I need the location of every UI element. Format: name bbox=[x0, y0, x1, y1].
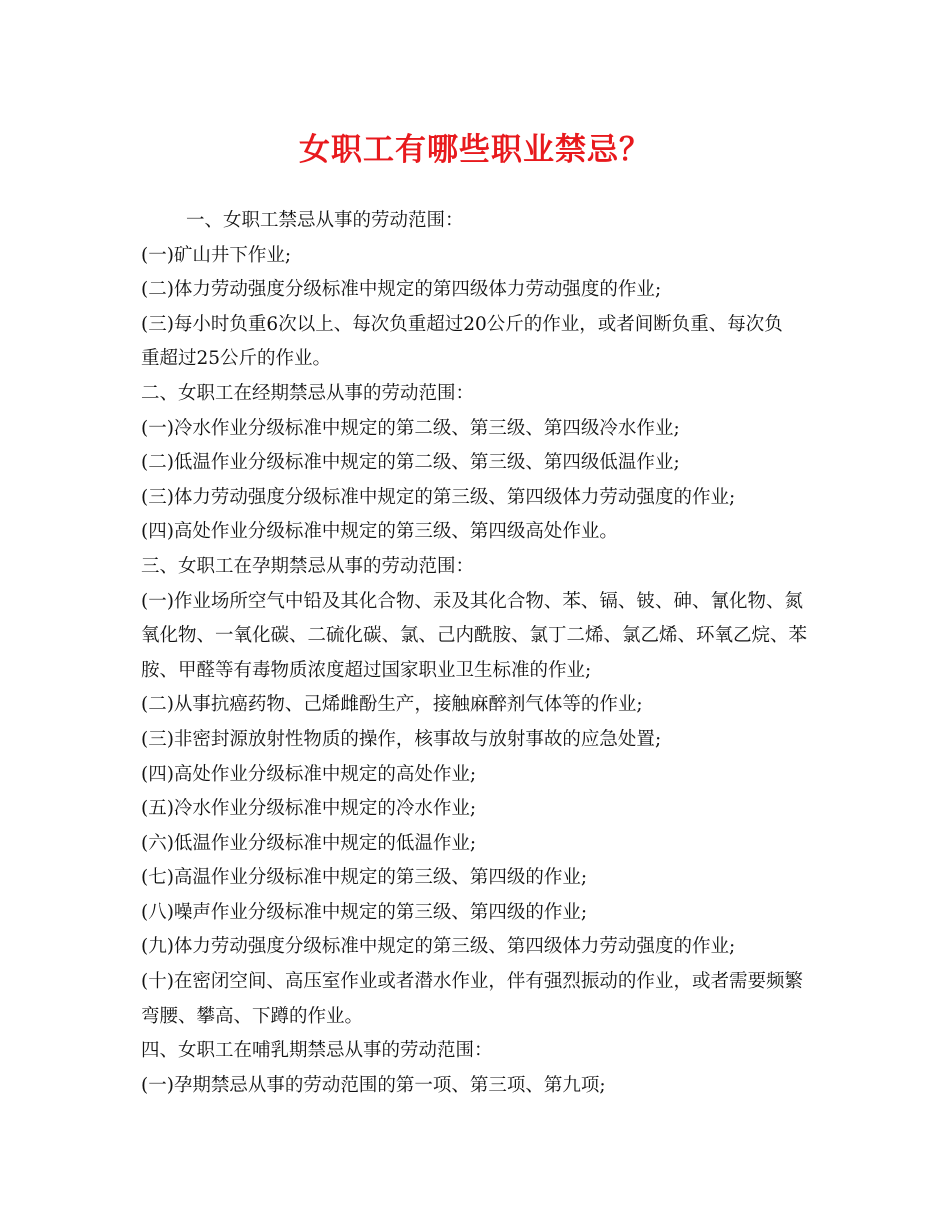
list-item: (三)体力劳动强度分级标准中规定的第三级、第四级体力劳动强度的作业; bbox=[141, 486, 736, 508]
list-item: (九)体力劳动强度分级标准中规定的第三级、第四级体力劳动强度的作业; bbox=[141, 936, 736, 958]
list-item: (四)高处作业分级标准中规定的高处作业; bbox=[141, 763, 477, 785]
list-item: (五)冷水作业分级标准中规定的冷水作业; bbox=[141, 798, 477, 820]
list-item-continuation: 胺、甲醛等有毒物质浓度超过国家职业卫生标准的作业; bbox=[141, 659, 592, 681]
document-body bbox=[141, 204, 821, 1103]
section-heading-4: 四、女职工在哺乳期禁忌从事的劳动范围： bbox=[141, 1040, 493, 1062]
list-item-continuation: 弯腰、攀高、下蹲的作业。 bbox=[141, 1005, 364, 1027]
document-title: 女职工有哪些职业禁忌？ bbox=[299, 132, 651, 168]
list-item: (七)高温作业分级标准中规定的第三级、第四级的作业; bbox=[141, 867, 588, 889]
list-item: (二)体力劳动强度分级标准中规定的第四级体力劳动强度的作业; bbox=[141, 279, 662, 301]
list-item: (一)冷水作业分级标准中规定的第二级、第三级、第四级冷水作业; bbox=[141, 417, 680, 439]
list-item: (二)从事抗癌药物、己烯雌酚生产，接触麻醉剂气体等的作业; bbox=[141, 694, 643, 716]
list-item: (三)非密封源放射性物质的操作，核事故与放射事故的应急处置; bbox=[141, 728, 662, 750]
section-heading-2: 二、女职工在经期禁忌从事的劳动范围： bbox=[141, 382, 475, 404]
list-item: (十)在密闭空间、高压室作业或者潜水作业，伴有强烈振动的作业，或者需要频繁 bbox=[141, 971, 803, 993]
list-item: (一)矿山井下作业; bbox=[141, 244, 292, 266]
list-item: (一)孕期禁忌从事的劳动范围的第一项、第三项、第九项; bbox=[141, 1074, 606, 1096]
list-item-continuation: 氧化物、一氧化碳、二硫化碳、氯、己内酰胺、氯丁二烯、氯乙烯、环氧乙烷、苯 bbox=[141, 625, 808, 647]
section-heading-3: 三、女职工在孕期禁忌从事的劳动范围： bbox=[141, 555, 475, 577]
list-item: (二)低温作业分级标准中规定的第二级、第三级、第四级低温作业; bbox=[141, 452, 680, 474]
list-item: (八)噪声作业分级标准中规定的第三级、第四级的作业; bbox=[141, 901, 588, 923]
list-item: (一)作业场所空气中铅及其化合物、汞及其化合物、苯、镉、铍、砷、氰化物、氮 bbox=[141, 590, 803, 612]
list-item: (六)低温作业分级标准中规定的低温作业; bbox=[141, 832, 477, 854]
section-heading-1: 一、女职工禁忌从事的劳动范围： bbox=[186, 210, 464, 231]
list-item: (三)每小时负重6次以上、每次负重超过20公斤的作业，或者间断负重、每次负 bbox=[141, 313, 783, 335]
list-item: (四)高处作业分级标准中规定的第三级、第四级高处作业。 bbox=[141, 521, 618, 543]
list-item-continuation: 重超过25公斤的作业。 bbox=[141, 348, 332, 370]
